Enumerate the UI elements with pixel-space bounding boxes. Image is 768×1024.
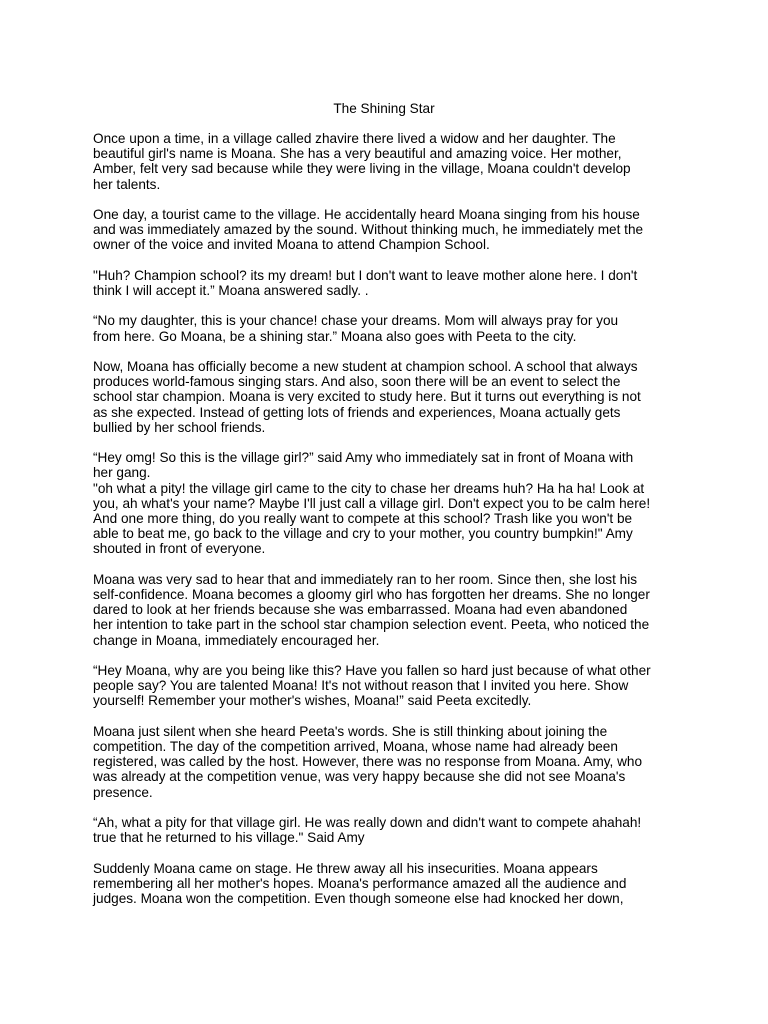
paragraph: “No my daughter, this is your chance! chase your dreams. Mom will always pray for you from here. Go Moana, be a shining star.” Moana also goes with Peeta to the city. [93,313,619,344]
paragraph: Moana was very sad to hear that and immediately ran to her room. Since then, she lost his self-confidence. Moana becomes a gloomy girl who has forgotten her dreams. She no longer dared to look at her friends because she was embarrassed. Moana had even abandoned her intention to take part in the school star champion selection event. Peeta, who noticed the change in Moana, immediately encouraged her. [93,571,650,648]
paragraph: “Ah, what a pity for that village girl. He was really down and didn't want to compete ahahah! true that he returned to his village." Said Amy [93,815,642,846]
paragraph: "oh what a pity! the village girl came to the city to chase her dreams huh? Ha ha ha! Look at you, ah what's your name? Maybe I'll just call a village girl. Don't expect you to be calm here! And one more thing, do you really want to compete at this school? Trash like you won't be able to beat me, go back to the village and cry to your mother, you country bumpkin!" Amy shouted in front of everyone. [93,480,651,557]
paragraph: Now, Moana has officially become a new student at champion school. A school that always produces world-famous singing stars. And also, soon there will be an event to select the school star champion. Moana is very excited to study here. But it turns out everything is not as she expected. Instead of getting lots of friends and experiences, Moana actually gets bullied by her school friends. [93,358,641,435]
paragraph: One day, a tourist came to the village. He accidentally heard Moana singing from his house and was immediately amazed by the sound. Without thinking much, he immediately met the owner of the voice and invited Moana to attend Champion School. [93,207,644,253]
paragraph: Suddenly Moana came on stage. He threw away all his insecurities. Moana appears remembering all her mother's hopes. Moana's performance amazed all the audience and judges. Moana won the competition. Even though someone else had knocked her down, [93,860,627,906]
document-title: The Shining Star [333,101,435,116]
paragraph: Once upon a time, in a village called zhavire there lived a widow and her daughter. The beautiful girl's name is Moana. She has a very beautiful and amazing voice. Her mother, Amber, felt very sad because while they were living in the village, Moana couldn't develop her talents. [93,131,631,192]
paragraph: “Hey omg! So this is the village girl?” said Amy who immediately sat in front of Moana with her gang. [93,450,634,481]
paragraph: “Hey Moana, why are you being like this? Have you fallen so hard just because of what other people say? You are talented Moana! It's not without reason that I invited you here. Show yourself! Remember your mother's wishes, Moana!” said Peeta excitedly. [93,663,651,709]
paragraph: "Huh? Champion school? its my dream! but I don't want to leave mother alone here. I don't think I will accept it.” Moana answered sadly. . [93,267,638,298]
document-body [93,131,675,906]
paragraph: Moana just silent when she heard Peeta's words. She is still thinking about joining the competition. The day of the competition arrived, Moana, whose name had already been registered, was called by the host. However, there was no response from Moana. Amy, who was already at the competition venue, was very happy because she did not see Moana's presence. [93,723,643,800]
